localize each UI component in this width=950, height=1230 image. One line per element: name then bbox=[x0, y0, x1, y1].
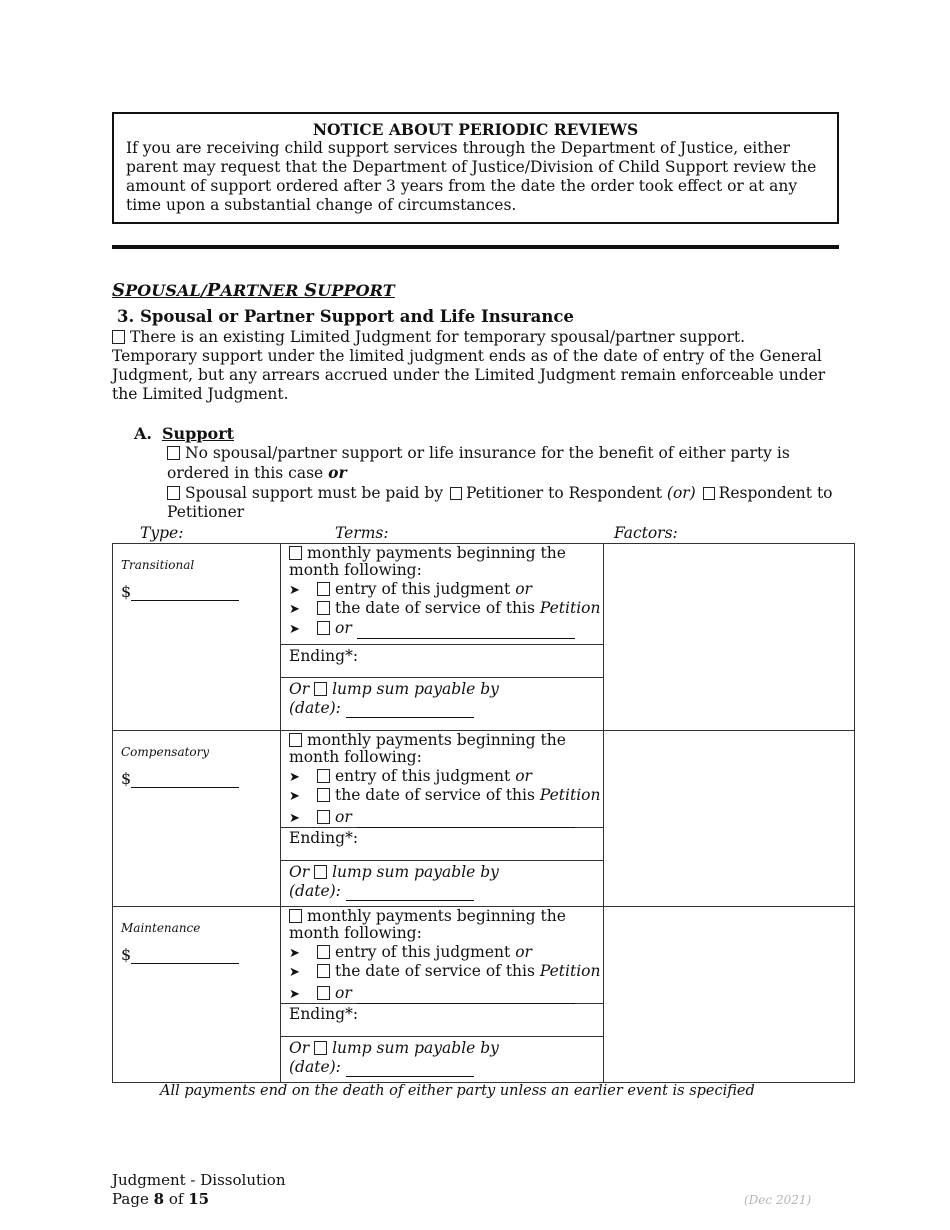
arrow-bullet-icon: ➤ bbox=[289, 602, 300, 617]
factors-cell[interactable] bbox=[604, 731, 855, 907]
type-name: Maintenance bbox=[121, 921, 201, 935]
periodic-review-notice bbox=[112, 112, 839, 224]
lump-sum-checkbox[interactable] bbox=[314, 682, 327, 696]
monthly-payments-checkbox[interactable] bbox=[289, 546, 302, 560]
entry-checkbox[interactable] bbox=[317, 945, 330, 959]
column-header-factors: Factors: bbox=[614, 524, 678, 542]
no-support-checkbox[interactable] bbox=[167, 446, 180, 460]
column-header-type: Type: bbox=[140, 524, 184, 542]
terms-cell: monthly payments beginning the month following: ➤ entry of this judgment or ➤ the date of service of this Petition ➤ or Ending*: Or lump sum payable by (date): bbox=[281, 731, 604, 907]
lump-sum-checkbox[interactable] bbox=[314, 865, 327, 879]
factors-cell[interactable] bbox=[604, 544, 855, 731]
question-title: 3. Spousal or Partner Support and Life Insurance bbox=[117, 307, 574, 326]
service-date-checkbox[interactable] bbox=[317, 788, 330, 802]
petitioner-to-respondent-checkbox[interactable] bbox=[450, 487, 462, 500]
ending-field[interactable]: Ending*: bbox=[289, 647, 359, 665]
limited-judgment-checkbox[interactable] bbox=[112, 330, 125, 344]
arrow-bullet-icon: ➤ bbox=[289, 770, 300, 785]
notice-title: NOTICE ABOUT PERIODIC REVIEWS bbox=[312, 120, 639, 139]
notice-body: If you are receiving child support services through the Department of Justice, either parent may request that the Department of Justice/Division of Child Support review the amount of support ordered after 3 years from the date the order took effect or at any time upon a substantial change of circumstances. bbox=[126, 139, 817, 214]
type-name: Compensatory bbox=[121, 745, 210, 759]
other-field[interactable] bbox=[357, 989, 575, 1004]
arrow-bullet-icon: ➤ bbox=[289, 622, 300, 637]
other-field[interactable] bbox=[357, 624, 575, 639]
amount-field[interactable]: $ bbox=[121, 582, 272, 601]
monthly-payments-option: monthly payments beginning the month following: bbox=[289, 731, 566, 766]
column-header-terms: Terms: bbox=[335, 524, 389, 542]
page-number: Page 8 of 15 bbox=[112, 1190, 210, 1208]
service-date-checkbox[interactable] bbox=[317, 964, 330, 978]
table-row bbox=[113, 544, 855, 731]
amount-field[interactable]: $ bbox=[121, 945, 272, 964]
support-paid-option: Spousal support must be paid by Petitioner to Respondent (or) Respondent to Petitioner bbox=[167, 484, 833, 521]
form-date-code: (Dec 2021) bbox=[744, 1193, 812, 1207]
lump-sum-date-field[interactable] bbox=[346, 886, 474, 901]
limited-judgment-text: There is an existing Limited Judgment for temporary spousal/partner support. Temporary support under the limited judgment ends as of the date of entry of the General Judgment, but any arrears accrued under the Limited Judgment remain enforceable under the Limited Judgment. bbox=[112, 328, 826, 403]
table-row bbox=[113, 907, 855, 1083]
arrow-bullet-icon: ➤ bbox=[289, 583, 300, 598]
type-cell bbox=[113, 544, 281, 731]
lump-sum-date-field[interactable] bbox=[346, 703, 474, 718]
amount-field[interactable]: $ bbox=[121, 769, 272, 788]
monthly-payments-checkbox[interactable] bbox=[289, 733, 302, 747]
no-support-option: No spousal/partner support or life insurance for the benefit of either party is ordered in this case or bbox=[167, 444, 790, 482]
ending-field[interactable]: Ending*: bbox=[289, 1005, 359, 1023]
support-paid-checkbox[interactable] bbox=[167, 486, 180, 500]
entry-checkbox[interactable] bbox=[317, 582, 330, 596]
table-row bbox=[113, 731, 855, 907]
monthly-payments-checkbox[interactable] bbox=[289, 909, 302, 923]
limited-judgment-option bbox=[112, 328, 832, 404]
arrow-bullet-icon: ➤ bbox=[289, 811, 300, 826]
payments-end-footnote: All payments end on the death of either party unless an earlier event is specified bbox=[160, 1083, 755, 1099]
monthly-payments-option: monthly payments beginning the month following: bbox=[289, 544, 566, 579]
arrow-bullet-icon: ➤ bbox=[289, 946, 300, 961]
terms-cell: monthly payments beginning the month following: ➤ entry of this judgment or ➤ the date of service of this Petition ➤ or Ending*: Or lump sum payable by (date): bbox=[281, 907, 604, 1083]
service-date-checkbox[interactable] bbox=[317, 601, 330, 615]
other-checkbox[interactable] bbox=[317, 621, 330, 635]
support-subheading: A. Support bbox=[134, 424, 235, 443]
monthly-payments-option: monthly payments beginning the month following: bbox=[289, 907, 566, 942]
page-footer bbox=[112, 1171, 286, 1209]
lump-sum-checkbox[interactable] bbox=[314, 1041, 327, 1055]
lump-sum-date-field[interactable] bbox=[346, 1062, 474, 1077]
ending-field[interactable]: Ending*: bbox=[289, 829, 359, 847]
factors-cell[interactable] bbox=[604, 907, 855, 1083]
terms-cell: monthly payments beginning the month following: ➤ entry of this judgment or ➤ the date of service of this Petition ➤ or Ending*: Or lump sum payable by (date): bbox=[281, 544, 604, 731]
arrow-bullet-icon: ➤ bbox=[289, 987, 300, 1002]
type-cell bbox=[113, 731, 281, 907]
respondent-to-petitioner-checkbox[interactable] bbox=[703, 487, 715, 500]
document-title: Judgment - Dissolution bbox=[112, 1171, 286, 1189]
type-cell bbox=[113, 907, 281, 1083]
arrow-bullet-icon: ➤ bbox=[289, 965, 300, 980]
entry-checkbox[interactable] bbox=[317, 769, 330, 783]
section-divider bbox=[112, 245, 839, 249]
other-checkbox[interactable] bbox=[317, 810, 330, 824]
section-heading: SPOUSAL/PARTNER SUPPORT bbox=[112, 280, 395, 301]
support-table bbox=[112, 543, 855, 1083]
type-name: Transitional bbox=[121, 558, 195, 572]
arrow-bullet-icon: ➤ bbox=[289, 789, 300, 804]
other-checkbox[interactable] bbox=[317, 986, 330, 1000]
other-field[interactable] bbox=[357, 813, 575, 828]
